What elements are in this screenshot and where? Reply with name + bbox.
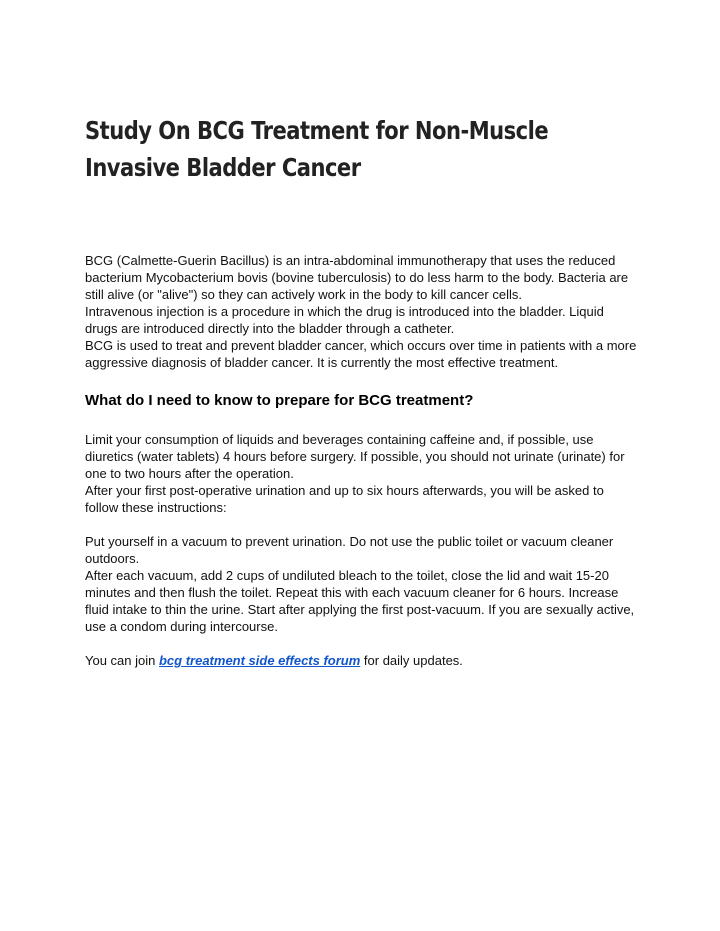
section-heading: What do I need to know to prepare for BCG treatment? xyxy=(85,392,474,409)
text-line: use a condom during intercourse. xyxy=(85,619,278,634)
text-line: still alive (or "alive") so they can actively work in the body to kill cancer cells. xyxy=(85,287,522,302)
intro-paragraph xyxy=(85,252,645,371)
text-line: Intravenous injection is a procedure in which the drug is introduced into the bladder. Liquid xyxy=(85,304,604,319)
preparation-paragraph xyxy=(85,431,645,516)
text-line: outdoors. xyxy=(85,551,140,566)
closing-paragraph xyxy=(85,652,645,669)
document-title: Study On BCG Treatment for Non-Muscle Invasive Bladder Cancer xyxy=(85,116,549,182)
text-line: Put yourself in a vacuum to prevent urination. Do not use the public toilet or vacuum cleaner xyxy=(85,534,614,549)
closing-suffix: for daily updates. xyxy=(360,653,463,668)
text-line: Limit your consumption of liquids and beverages containing caffeine and, if possible, use xyxy=(85,432,594,447)
text-line: one to two hours after the operation. xyxy=(85,466,294,481)
text-line: follow these instructions: xyxy=(85,500,227,515)
text-line: minutes and then flush the toilet. Repeat this with each vacuum cleaner for 6 hours. Increase xyxy=(85,585,619,600)
text-line: bacterium Mycobacterium bovis (bovine tuberculosis) to do less harm to the body. Bacteria are xyxy=(85,270,629,285)
forum-link[interactable]: bcg treatment side effects forum xyxy=(158,653,361,668)
text-line: After your first post-operative urination and up to six hours afterwards, you will be asked to xyxy=(85,483,604,498)
text-line: fluid intake to thin the urine. Start after applying the first post-vacuum. If you are sexually active, xyxy=(85,602,635,617)
text-line: BCG is used to treat and prevent bladder cancer, which occurs over time in patients with a more xyxy=(85,338,637,353)
text-line: diuretics (water tablets) 4 hours before surgery. If possible, you should not urinate (urinate) for xyxy=(85,449,625,464)
text-line: aggressive diagnosis of bladder cancer. It is currently the most effective treatment. xyxy=(85,355,559,370)
document-page xyxy=(85,112,645,669)
text-line: drugs are introduced directly into the bladder through a catheter. xyxy=(85,321,455,336)
text-line: After each vacuum, add 2 cups of undiluted bleach to the toilet, close the lid and wait 15-20 xyxy=(85,568,609,583)
instructions-paragraph xyxy=(85,533,645,635)
text-line: BCG (Calmette-Guerin Bacillus) is an intra-abdominal immunotherapy that uses the reduced xyxy=(85,253,616,268)
closing-prefix: You can join xyxy=(85,653,159,668)
